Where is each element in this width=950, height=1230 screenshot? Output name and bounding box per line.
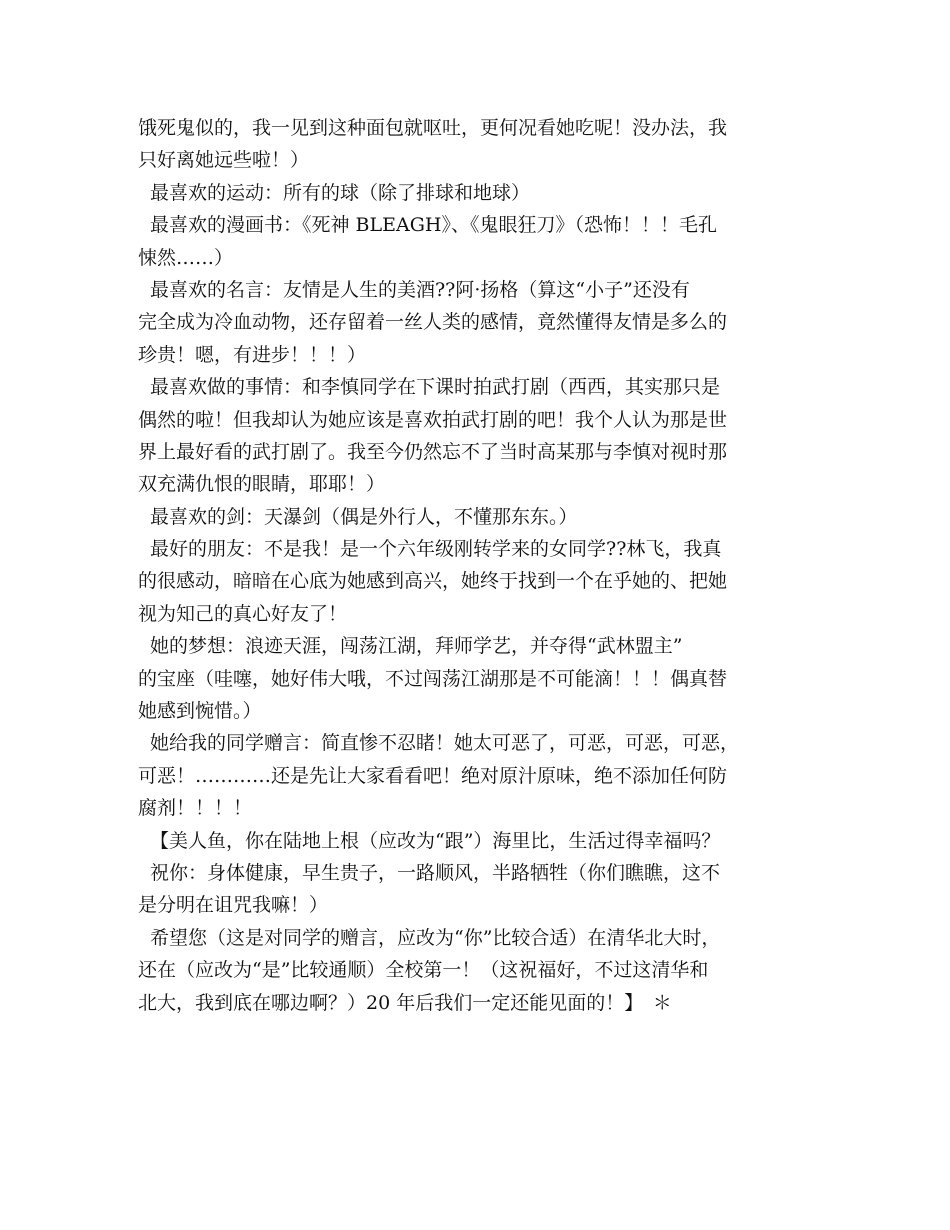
text-line: 她感到惋惜。） [138,700,262,723]
text-line: 【美人鱼，你在陆地上根（应改为“跟”）海里比，生活过得幸福吗？ [150,829,721,852]
text-line: 祝你：身体健康，早生贵子，一路顺风，半路牺牲（你们瞧瞧，这不 [150,861,721,884]
text-line: 只好离她远些啦！） [138,149,310,172]
text-line: 她给我的同学赠言：简直惨不忍睹！她太可恶了，可恶，可恶，可恶， [150,732,740,755]
text-line: 最喜欢的剑：天瀑剑（偶是外行人，不懂那东东。） [150,505,578,528]
text-line: 偶然的啦！但我却认为她应该是喜欢拍武打剧的吧！我个人认为那是世 [138,408,728,431]
text-line: 还在（应改为“是”比较通顺）全校第一！（这祝福好，不过这清华和 [138,959,709,982]
document-body [138,112,818,1019]
text-line: 北大，我到底在哪边啊？）20 年后我们一定还能见面的！】 ＊ [138,991,672,1014]
text-line: 的很感动，暗暗在心底为她感到高兴，她终于找到一个在乎她的、把她 [138,570,728,593]
text-line: 最喜欢做的事情：和李慎同学在下课时拍武打剧（西西，其实那只是 [150,376,721,399]
text-line: 悚然……） [138,246,234,269]
text-line: 最喜欢的运动：所有的球（除了排球和地球） [150,181,531,204]
text-line: 最好的朋友：不是我！是一个六年级刚转学来的女同学??林飞，我真 [150,538,722,561]
text-line: 饿死鬼似的，我一见到这种面包就呕吐，更何况看她吃呢！没办法，我 [138,117,728,139]
text-line: 珍贵！嗯，有进步！！！） [138,343,367,366]
text-line: 腐剂！！！！ [138,797,253,820]
text-line: 希望您（这是对同学的赠言，应改为“你”比较合适）在清华北大时， [150,926,721,949]
text-line: 最喜欢的名言：友情是人生的美酒??阿·扬格（算这“小子”还没有 [150,278,690,301]
text-line: 最喜欢的漫画书：《死神 BLEAGH》、《鬼眼狂刀》（恐怖！！！毛孔 [150,214,717,237]
text-line: 的宝座（哇噻，她好伟大哦，不过闯荡江湖那是不可能滴！！！偶真替 [138,667,728,690]
text-line: 双充满仇恨的眼睛，耶耶！） [138,473,386,496]
text-line: 她的梦想：浪迹天涯，闯荡江湖，拜师学艺，并夺得“武林盟主” [150,635,683,658]
text-line: 界上最好看的武打剧了。我至今仍然忘不了当时高某那与李慎对视时那 [138,440,728,463]
text-line: 完全成为冷血动物，还存留着一丝人类的感情，竟然懂得友情是多么的 [138,311,728,334]
text-line: 是分明在诅咒我嘛！） [138,894,329,917]
text-line: 可恶！…………还是先让大家看看吧！绝对原汁原味，绝不添加任何防 [138,764,728,787]
text-line: 视为知己的真心好友了！ [138,602,348,625]
